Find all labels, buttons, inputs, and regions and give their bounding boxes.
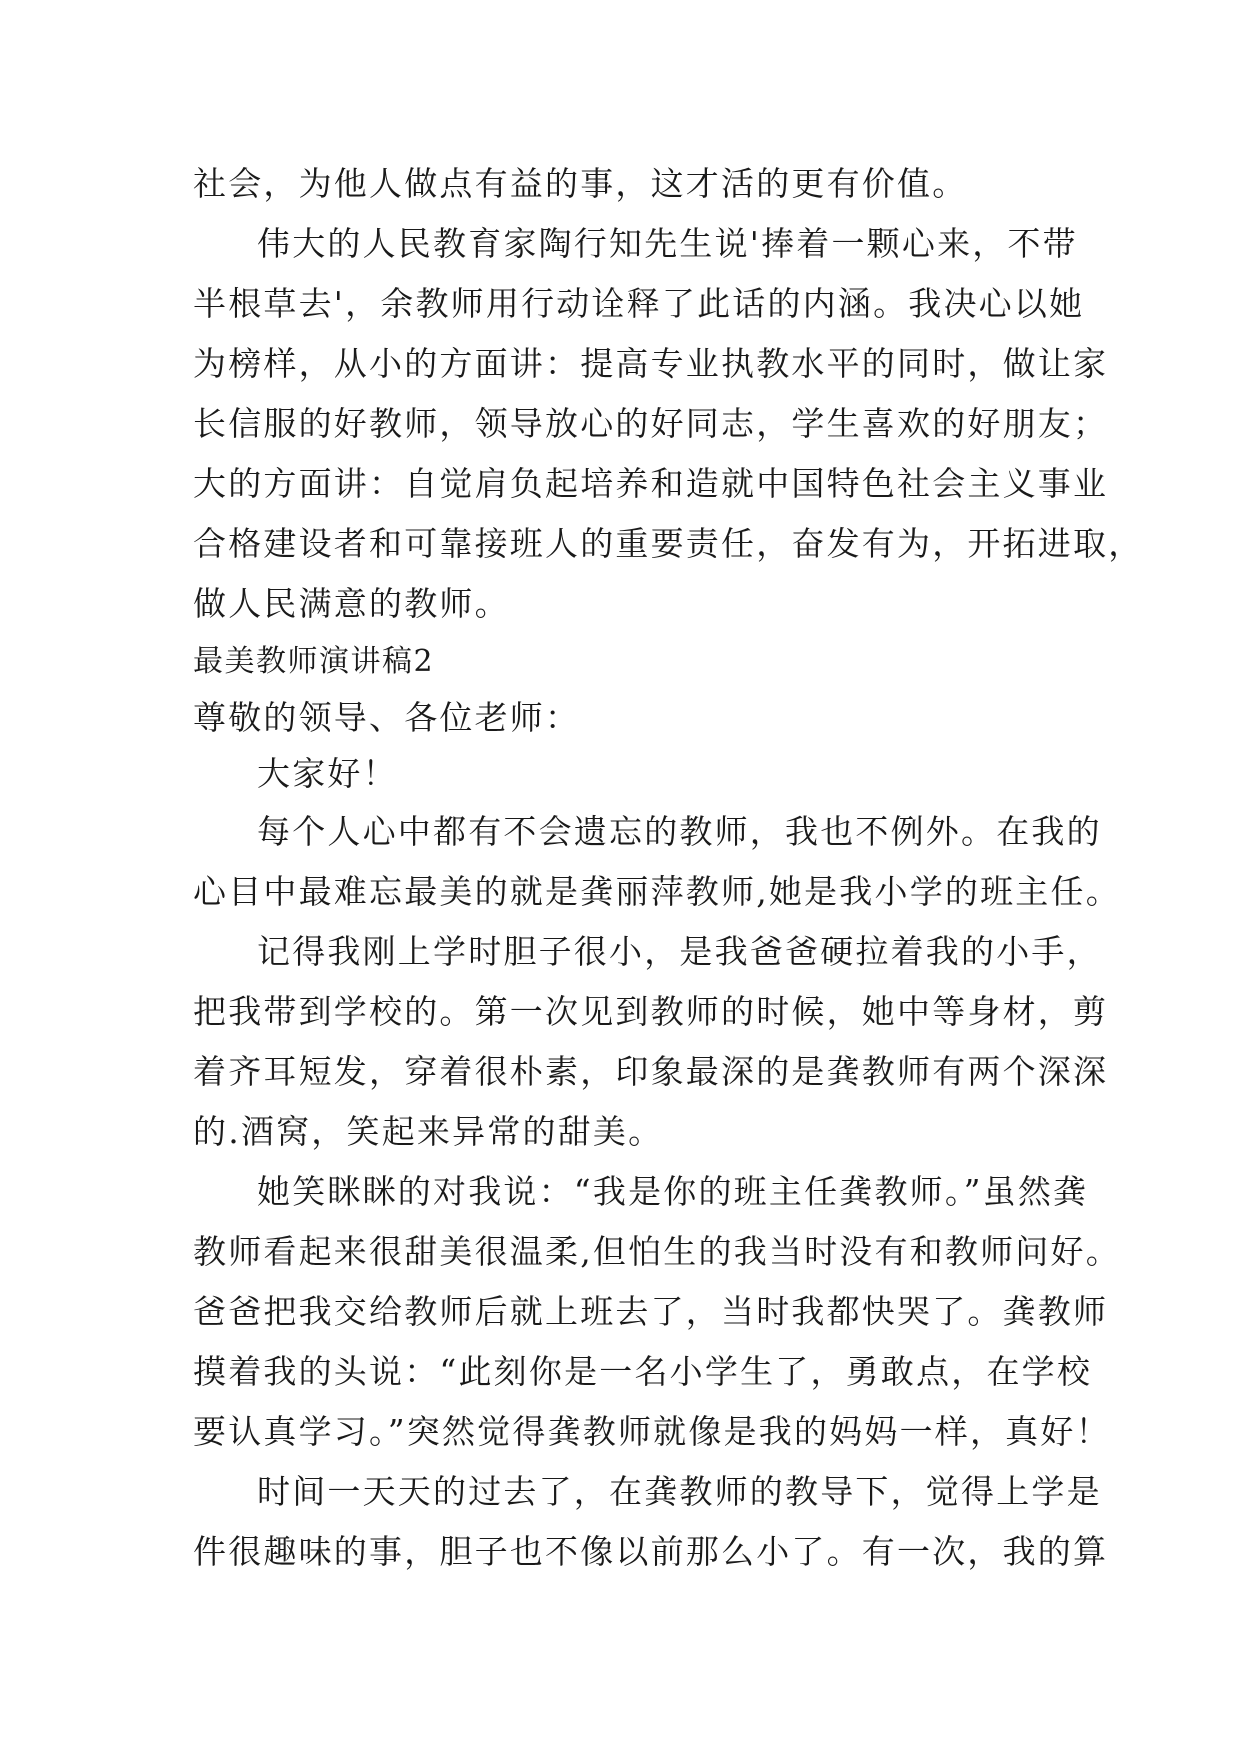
paragraph-2-line-3: 为榜样，从小的方面讲：提高专业执教水平的同时，做让家 [193, 344, 1109, 383]
paragraph-5-line-2: 教师看起来很甜美很温柔,但怕生的我当时没有和教师问好。 [193, 1232, 1121, 1271]
paragraph-2-line-1: 伟大的人民教育家陶行知先生说'捧着一颗心来，不带 [257, 224, 1078, 263]
paragraph-4-line-4: 的.酒窝，笑起来异常的甜美。 [193, 1112, 664, 1151]
paragraph-6-line-1: 时间一天天的过去了，在龚教师的教导下，觉得上学是 [257, 1472, 1102, 1511]
paragraph-1-line-1: 社会，为他人做点有益的事，这才活的更有价值。 [193, 164, 968, 203]
paragraph-2-line-4: 长信服的好教师，领导放心的好同志，学生喜欢的好朋友； [193, 404, 1109, 443]
greeting: 大家好！ [257, 754, 398, 793]
paragraph-3-line-1: 每个人心中都有不会遗忘的教师，我也不例外。在我的 [257, 812, 1102, 851]
document-body [193, 154, 1144, 1582]
paragraph-2-line-5: 大的方面讲：自觉肩负起培养和造就中国特色社会主义事业 [193, 464, 1109, 503]
paragraph-4-line-3: 着齐耳短发，穿着很朴素，印象最深的是龚教师有两个深深 [193, 1052, 1109, 1091]
paragraph-2-line-6: 合格建设者和可靠接班人的重要责任，奋发有为，开拓进取， [193, 524, 1144, 563]
paragraph-2-line-2: 半根草去'，余教师用行动诠释了此话的内涵。我决心以她 [193, 284, 1085, 323]
paragraph-5-line-5: 要认真学习。”突然觉得龚教师就像是我的妈妈一样，真好！ [193, 1412, 1111, 1451]
paragraph-2-line-7: 做人民满意的教师。 [193, 584, 510, 623]
section-title: 最美教师演讲稿2 [193, 644, 435, 679]
paragraph-5-line-4: 摸着我的头说：“此刻你是一名小学生了，勇敢点，在学校 [193, 1352, 1093, 1391]
paragraph-5-line-3: 爸爸把我交给教师后就上班去了，当时我都快哭了。龚教师 [193, 1292, 1109, 1331]
paragraph-3-line-2: 心目中最难忘最美的就是龚丽萍教师,她是我小学的班主任。 [193, 872, 1121, 911]
salutation: 尊敬的领导、各位老师： [193, 698, 581, 737]
paragraph-4-line-2: 把我带到学校的。第一次见到教师的时候，她中等身材，剪 [193, 992, 1109, 1031]
paragraph-5-line-1: 她笑眯眯的对我说：“我是你的班主任龚教师。”虽然龚 [257, 1172, 1089, 1211]
paragraph-4-line-1: 记得我刚上学时胆子很小，是我爸爸硬拉着我的小手， [257, 932, 1102, 971]
paragraph-6-line-2: 件很趣味的事，胆子也不像以前那么小了。有一次，我的算 [193, 1532, 1109, 1571]
